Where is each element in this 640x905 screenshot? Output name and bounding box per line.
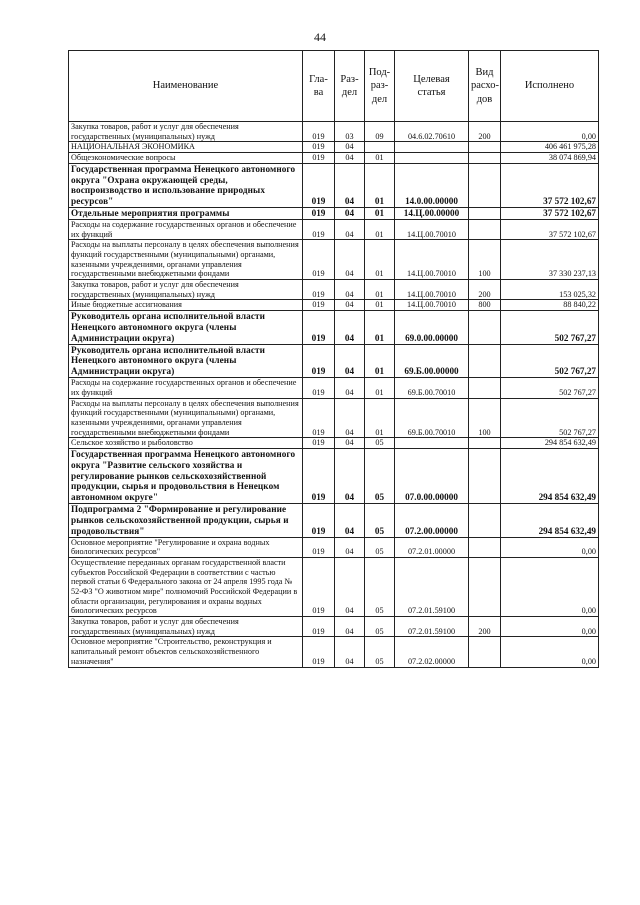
row-podrazdel: 01 <box>365 398 395 438</box>
row-executed-amount: 37 330 237,13 <box>501 240 599 280</box>
row-target-article <box>395 153 469 164</box>
row-name: Расходы на выплаты персоналу в целях обеспечения выполнения функций государственными (муниципальными) органами, казенными учреждениями, органами управления государственными внебюджетными фондами <box>69 240 303 280</box>
table-row <box>69 398 599 438</box>
table-row <box>69 448 599 503</box>
row-executed-amount: 502 767,27 <box>501 344 599 378</box>
header-executed: Исполнено <box>501 51 599 122</box>
row-razdel: 04 <box>335 558 365 617</box>
row-glava: 019 <box>303 378 335 398</box>
page-number: 44 <box>314 30 326 44</box>
table-row <box>69 617 599 637</box>
row-expense-type <box>469 537 501 557</box>
table-body <box>69 122 599 668</box>
row-name: Расходы на содержание государственных органов и обеспечение их функций <box>69 378 303 398</box>
header-razdel: Раз- дел <box>335 51 365 122</box>
row-razdel: 04 <box>335 311 365 345</box>
row-glava: 019 <box>303 240 335 280</box>
table-row <box>69 558 599 617</box>
row-name: Расходы на выплаты персоналу в целях обеспечения выполнения функций государственными (муниципальными) органами, казенными учреждениями, органами управления государственными внебюджетными фондами <box>69 398 303 438</box>
row-podrazdel: 01 <box>365 163 395 207</box>
row-expense-type <box>469 344 501 378</box>
row-executed-amount: 153 025,32 <box>501 280 599 300</box>
row-expense-type <box>469 208 501 220</box>
header-target: Целевая статья <box>395 51 469 122</box>
row-name: Государственная программа Ненецкого автономного округа "Развитие сельского хозяйства и регулирование рынков сельскохозяйственной продукции, сырья и продовольствия в Ненецком автономном округе" <box>69 448 303 503</box>
row-glava: 019 <box>303 142 335 153</box>
row-podrazdel: 01 <box>365 344 395 378</box>
row-executed-amount: 294 854 632,49 <box>501 438 599 449</box>
row-name: Руководитель органа исполнительной власти Ненецкого автономного округа (члены Администрации округа) <box>69 344 303 378</box>
table-row <box>69 219 599 239</box>
row-executed-amount: 0,00 <box>501 122 599 142</box>
row-razdel: 04 <box>335 163 365 207</box>
row-name: Отдельные мероприятия программы <box>69 208 303 220</box>
row-podrazdel: 01 <box>365 280 395 300</box>
row-razdel: 04 <box>335 208 365 220</box>
row-executed-amount: 37 572 102,67 <box>501 163 599 207</box>
row-target-article: 07.2.00.00000 <box>395 504 469 538</box>
row-target-article: 07.2.01.59100 <box>395 558 469 617</box>
row-target-article: 14.Ц.00.70010 <box>395 300 469 311</box>
row-expense-type <box>469 378 501 398</box>
row-executed-amount: 294 854 632,49 <box>501 504 599 538</box>
row-name: Общеэкономические вопросы <box>69 153 303 164</box>
row-target-article: 14.Ц.00.70010 <box>395 219 469 239</box>
row-glava: 019 <box>303 438 335 449</box>
row-target-article: 07.2.02.00000 <box>395 637 469 667</box>
row-razdel: 04 <box>335 398 365 438</box>
table-row <box>69 504 599 538</box>
header-glava: Гла- ва <box>303 51 335 122</box>
header-name: Наименование <box>69 51 303 122</box>
row-expense-type: 800 <box>469 300 501 311</box>
row-name: Основное мероприятие "Строительство, реконструкция и капитальный ремонт объектов сельскохозяйственного назначения" <box>69 637 303 667</box>
row-glava: 019 <box>303 300 335 311</box>
row-podrazdel: 01 <box>365 311 395 345</box>
row-expense-type <box>469 558 501 617</box>
row-razdel: 04 <box>335 219 365 239</box>
table-row <box>69 378 599 398</box>
row-razdel: 04 <box>335 617 365 637</box>
row-expense-type <box>469 637 501 667</box>
row-podrazdel <box>365 142 395 153</box>
row-razdel: 04 <box>335 280 365 300</box>
row-expense-type <box>469 448 501 503</box>
header-expense-type: Вид расхо- дов <box>469 51 501 122</box>
row-glava: 019 <box>303 504 335 538</box>
table-row <box>69 311 599 345</box>
row-expense-type: 200 <box>469 280 501 300</box>
row-glava: 019 <box>303 219 335 239</box>
row-name: Государственная программа Ненецкого автономного округа "Охрана окружающей среды, воспроизводство и использование природных ресурсов" <box>69 163 303 207</box>
row-name: НАЦИОНАЛЬНАЯ ЭКОНОМИКА <box>69 142 303 153</box>
row-target-article: 69.0.00.00000 <box>395 311 469 345</box>
row-expense-type: 200 <box>469 122 501 142</box>
row-razdel: 03 <box>335 122 365 142</box>
row-target-article: 07.2.01.00000 <box>395 537 469 557</box>
row-name: Закупка товаров, работ и услуг для обеспечения государственных (муниципальных) нужд <box>69 617 303 637</box>
row-razdel: 04 <box>335 300 365 311</box>
row-name: Закупка товаров, работ и услуг для обеспечения государственных (муниципальных) нужд <box>69 280 303 300</box>
row-podrazdel: 05 <box>365 448 395 503</box>
row-podrazdel: 05 <box>365 558 395 617</box>
row-glava: 019 <box>303 153 335 164</box>
table-row <box>69 142 599 153</box>
row-podrazdel: 01 <box>365 219 395 239</box>
row-podrazdel: 05 <box>365 617 395 637</box>
row-glava: 019 <box>303 398 335 438</box>
row-razdel: 04 <box>335 537 365 557</box>
row-podrazdel: 01 <box>365 153 395 164</box>
row-executed-amount: 294 854 632,49 <box>501 448 599 503</box>
table-row <box>69 208 599 220</box>
row-target-article: 14.Ц.00.00000 <box>395 208 469 220</box>
row-target-article: 69.Б.00.00000 <box>395 344 469 378</box>
row-name: Сельское хозяйство и рыболовство <box>69 438 303 449</box>
row-glava: 019 <box>303 637 335 667</box>
row-glava: 019 <box>303 280 335 300</box>
row-expense-type: 200 <box>469 617 501 637</box>
row-podrazdel: 01 <box>365 300 395 311</box>
table-row <box>69 344 599 378</box>
row-target-article: 07.0.00.00000 <box>395 448 469 503</box>
row-executed-amount: 38 074 869,94 <box>501 153 599 164</box>
row-executed-amount: 502 767,27 <box>501 311 599 345</box>
row-name: Закупка товаров, работ и услуг для обеспечения государственных (муниципальных) нужд <box>69 122 303 142</box>
row-target-article: 69.Б.00.70010 <box>395 378 469 398</box>
row-glava: 019 <box>303 122 335 142</box>
row-glava: 019 <box>303 558 335 617</box>
table-row <box>69 280 599 300</box>
row-target-article: 69.Б.00.70010 <box>395 398 469 438</box>
row-name: Иные бюджетные ассигнования <box>69 300 303 311</box>
row-glava: 019 <box>303 163 335 207</box>
row-target-article <box>395 142 469 153</box>
row-podrazdel: 09 <box>365 122 395 142</box>
row-razdel: 04 <box>335 504 365 538</box>
row-glava: 019 <box>303 344 335 378</box>
row-podrazdel: 01 <box>365 378 395 398</box>
row-executed-amount: 502 767,27 <box>501 398 599 438</box>
table-row <box>69 537 599 557</box>
row-razdel: 04 <box>335 448 365 503</box>
row-target-article: 14.Ц.00.70010 <box>395 280 469 300</box>
row-glava: 019 <box>303 448 335 503</box>
row-razdel: 04 <box>335 153 365 164</box>
table-row <box>69 438 599 449</box>
row-executed-amount: 37 572 102,67 <box>501 219 599 239</box>
row-executed-amount: 0,00 <box>501 617 599 637</box>
row-razdel: 04 <box>335 438 365 449</box>
table-row <box>69 240 599 280</box>
row-podrazdel: 05 <box>365 438 395 449</box>
row-name: Осуществление переданных органам государственной власти субъектов Российской Федерации в соответствии с частью первой статьи 6 Федерального закона от 24 апреля 1995 года № 52-ФЗ "О животном мире" полномочий Российской Федерации в области организации, регулирования и охраны водных биологических ресурсов <box>69 558 303 617</box>
table-row <box>69 637 599 667</box>
row-executed-amount: 0,00 <box>501 637 599 667</box>
row-target-article: 07.2.01.59100 <box>395 617 469 637</box>
row-podrazdel: 01 <box>365 208 395 220</box>
table-row <box>69 163 599 207</box>
row-expense-type: 100 <box>469 398 501 438</box>
row-executed-amount: 0,00 <box>501 537 599 557</box>
budget-table <box>68 50 599 668</box>
table-row <box>69 153 599 164</box>
row-target-article: 14.0.00.00000 <box>395 163 469 207</box>
row-expense-type <box>469 142 501 153</box>
row-expense-type <box>469 504 501 538</box>
row-razdel: 04 <box>335 344 365 378</box>
row-executed-amount: 0,00 <box>501 558 599 617</box>
row-expense-type <box>469 311 501 345</box>
row-razdel: 04 <box>335 378 365 398</box>
row-podrazdel: 05 <box>365 504 395 538</box>
row-name: Основное мероприятие "Регулирование и охрана водных биологических ресурсов" <box>69 537 303 557</box>
row-glava: 019 <box>303 617 335 637</box>
row-razdel: 04 <box>335 637 365 667</box>
row-expense-type <box>469 163 501 207</box>
row-target-article: 14.Ц.00.70010 <box>395 240 469 280</box>
row-name: Руководитель органа исполнительной власти Ненецкого автономного округа (члены Администрации округа) <box>69 311 303 345</box>
row-expense-type <box>469 153 501 164</box>
row-podrazdel: 05 <box>365 537 395 557</box>
row-expense-type <box>469 438 501 449</box>
row-executed-amount: 37 572 102,67 <box>501 208 599 220</box>
row-glava: 019 <box>303 208 335 220</box>
row-expense-type <box>469 219 501 239</box>
row-executed-amount: 88 840,22 <box>501 300 599 311</box>
header-podrazdel: Под- раз- дел <box>365 51 395 122</box>
table-row <box>69 122 599 142</box>
row-executed-amount: 406 461 975,28 <box>501 142 599 153</box>
row-podrazdel: 05 <box>365 637 395 667</box>
row-target-article <box>395 438 469 449</box>
row-podrazdel: 01 <box>365 240 395 280</box>
row-name: Подпрограмма 2 "Формирование и регулирование рынков сельскохозяйственной продукции, сырья и продовольствия" <box>69 504 303 538</box>
row-name: Расходы на содержание государственных органов и обеспечение их функций <box>69 219 303 239</box>
row-razdel: 04 <box>335 142 365 153</box>
row-target-article: 04.6.02.70610 <box>395 122 469 142</box>
row-glava: 019 <box>303 537 335 557</box>
table-row <box>69 300 599 311</box>
row-glava: 019 <box>303 311 335 345</box>
row-razdel: 04 <box>335 240 365 280</box>
header-row <box>69 51 599 122</box>
row-expense-type: 100 <box>469 240 501 280</box>
row-executed-amount: 502 767,27 <box>501 378 599 398</box>
